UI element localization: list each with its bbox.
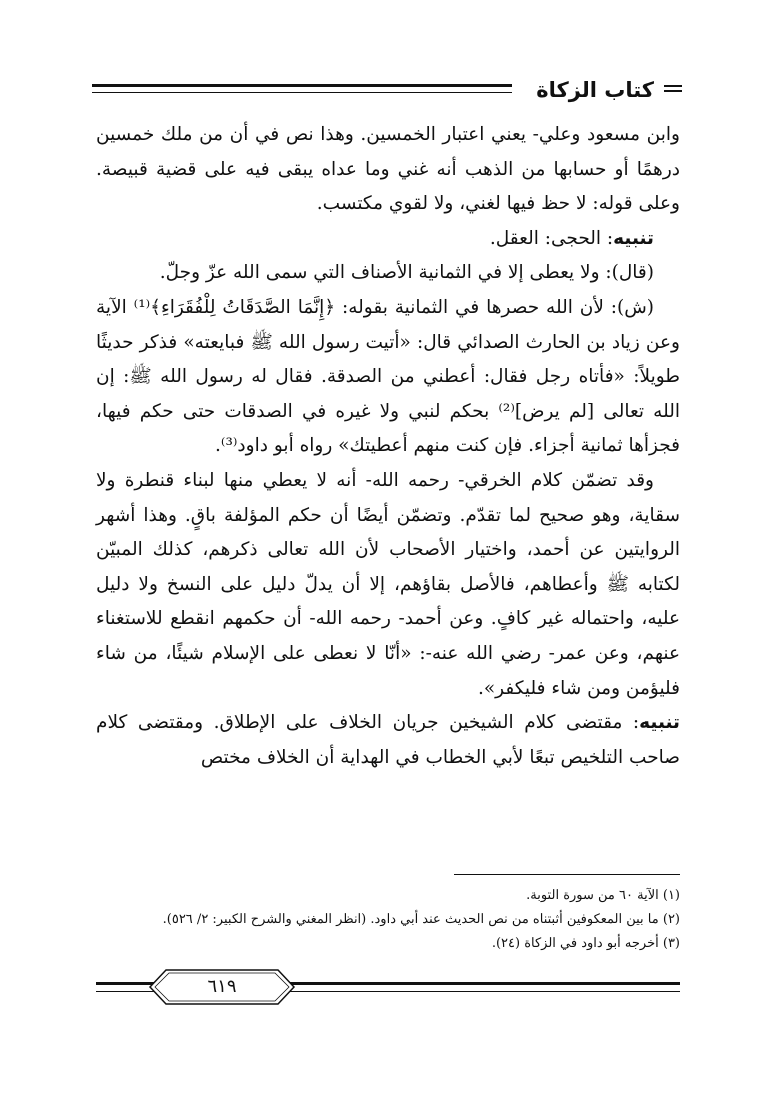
note-label-2: تنبيه	[639, 712, 680, 734]
page-number-badge	[148, 968, 296, 1006]
paragraph-4: (ش): لأن الله حصرها في الثمانية بقوله: ﴿إِنَّمَا الصَّدَقَاتُ لِلْفُقَرَاءِ﴾⁽¹⁾ الآية وعن زياد بن الحارث الصدائي قال: «أتيت رسول الله ﷺ فبايعته» فذكر حديثًا طويلاً: «فأتاه رجل فقال: أعطني من الصدقة. فقال له رسول الله ﷺ: إن الله تعالى [لم يرض]⁽²⁾ بحكم لنبي ولا غيره في الصدقات حتى حكم فيها، فجزأها ثمانية أجزاء. فإن كنت منهم أعطيتك» رواه أبو داود⁽³⁾.	[96, 296, 680, 457]
page-footer	[96, 968, 680, 1008]
page-header	[92, 76, 682, 106]
note-label: تنبيه	[613, 227, 654, 249]
footnotes	[96, 884, 680, 956]
paragraph-5: وقد تضمّن كلام الخرقي- رحمه الله- أنه لا يعطي منها لبناء قنطرة ولا سقاية، وهو صحيح لما تقدّم. وتضمّن أيضًا أن حكم المؤلفة باقٍ. وهذا أشهر الروايتين عن أحمد، واختيار الأصحاب لأن الله تعالى ذكرهم، كذلك المبيّن لكتابه ﷺ وأعطاهم، فالأصل بقاؤهم، إلا أن يدلّ دليل على النسخ ولا دليل عليه، واحتماله غير كافٍ. وعن أحمد- رحمه الله- أن حكمهم انقطع للاستغناء عنهم، وعن عمر- رضي الله عنه-: «أنّا لا نعطى على الإسلام شيئًا، من شاء فليؤمن ومن شاء فليكفر».	[96, 469, 680, 699]
paragraph-1: وابن مسعود وعلي- يعني اعتبار الخمسين. وهذا نص في أن من ملك خمسين درهمًا أو حسابها من الذهب أنه غني وما عداه يبقى فيه على قضية قبيصة. وعلى قوله: لا حظ فيها لغني، ولا لقوي مكتسب.	[96, 124, 680, 215]
main-text	[96, 118, 680, 775]
footnote-2: (٢) ما بين المعكوفين أثبتناه من نص الحديث عند أبي داود. (انظر المغني والشرح الكبير: ٢/ ٥٢٦).	[162, 912, 680, 927]
note-text-2: : مقتضى كلام الشيخين جريان الخلاف على الإطلاق. ومقتضى كلام صاحب التلخيص تبعًا لأبي الخطاب في الهداية أن الخلاف مختص	[96, 712, 680, 768]
chapter-title: كتاب الزكاة	[536, 78, 654, 102]
footnote-separator	[454, 874, 680, 875]
header-dash-ornament	[664, 85, 682, 92]
paragraph-3: (قال): ولا يعطى إلا في الثمانية الأصناف التي سمى الله عزّ وجلّ.	[159, 262, 654, 284]
footnote-1: (١) الآية ٦٠ من سورة التوبة.	[526, 888, 680, 903]
page-number: ٦١٩	[207, 976, 237, 997]
footnote-3: (٣) أخرجه أبو داود في الزكاة (٢٤).	[491, 936, 680, 951]
header-rule	[92, 84, 512, 93]
paragraph-2	[96, 222, 680, 257]
paragraph-6	[96, 706, 680, 775]
note-text: : الحجى: العقل.	[489, 227, 614, 249]
